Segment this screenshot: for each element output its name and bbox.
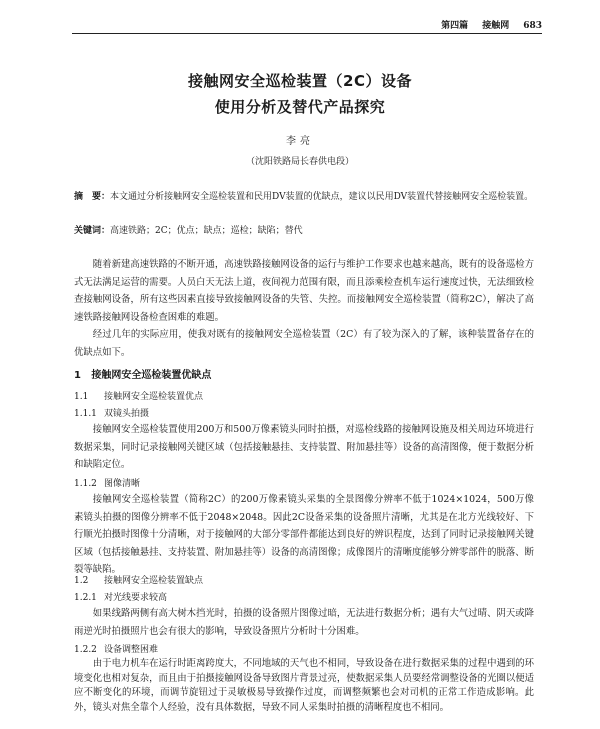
- section-1-2-2-heading: [74, 642, 158, 655]
- section-title: 设备调整困难: [104, 645, 159, 655]
- paper-title-line2: 使用分析及替代产品探究: [214, 98, 386, 116]
- header-section: 第四篇: [441, 21, 469, 31]
- header-page-number: 683: [523, 21, 542, 31]
- section-title: 接触网安全巡检装置优点: [104, 392, 204, 402]
- section-1-1-1-heading: [74, 406, 149, 419]
- paragraph-1-2-2: 由于电力机车在运行时距离跨度大，不同地域的天气也不相同，导致设备在进行数据采集的过程中遇到的环境变化也相对复杂，而且由于拍摄接触网设备导致图片背景过亮，使数据采集人员要经常调整设备的光圈以便适应不断变化的环境，而调节旋钮过于灵敏极易导致操作过度，而调整频繁也会对司机的正常工作造成影响。此外，镜头对焦全靠个人经验，没有具体数据，导致不同人采集时拍摄的清晰程度也不相同。: [74, 658, 534, 713]
- keywords-label: 关键词：: [74, 226, 111, 236]
- section-number: 1.2.1: [74, 593, 97, 603]
- intro-paragraph-2: 经过几年的实际应用，使我对既有的接触网安全巡检装置（2C）有了较为深入的了解，该种装置备存在的优缺点如下。: [74, 329, 534, 358]
- header-category: 接触网: [482, 21, 510, 31]
- section-title: 接触网安全巡检装置优缺点: [91, 370, 212, 381]
- keywords-text: 高速铁路；2C；优点；缺点；巡检；缺陷；替代: [110, 226, 303, 236]
- section-1-1-2-heading: [74, 476, 140, 489]
- running-header: [72, 16, 542, 34]
- abstract-label: 摘 要：: [74, 192, 111, 202]
- section-number: 1: [74, 370, 81, 381]
- section-title: 对光线要求较高: [104, 593, 168, 603]
- section-number: 1.2: [74, 576, 89, 586]
- section-number: 1.2.2: [74, 645, 97, 655]
- section-1-2-heading: [74, 573, 203, 586]
- keywords: [74, 224, 534, 239]
- paragraph-1-2-1: 如果线路两侧有高大树木挡光时，拍摄的设备照片图像过暗，无法进行数据分析；遇有大气过晴、阴天或降雨逆光时拍摄照片也会有很大的影响，导致设备照片分析时十分困难。: [74, 608, 534, 637]
- section-1-heading: [74, 366, 211, 381]
- section-number: 1.1.2: [74, 479, 97, 489]
- section-title: 双镜头拍摄: [104, 409, 150, 419]
- section-number: 1.1: [74, 392, 89, 402]
- paragraph-1-1-1: 接触网安全巡检装置使用200万和500万像素镜头同时拍摄，对巡检线路的接触网设施及相关周边环境进行数据采集，同时记录接触网关键区域（包括接触悬挂、支持装置、附加悬挂等）设备的高清图像，便于数据分析和缺陷定位。: [74, 424, 534, 470]
- paragraph-1-1-2: 接触网安全巡检装置（简称2C）的200万像素镜头采集的全景图像分辨率不低于1024×1024，500万像素镜头拍摄的图像分辨率不低于2048×2048。因此2C设备采集的设备照片清晰，尤其是在北方光线较好、下行顺光拍摄时图像十分清晰，对于接触网的大部分零部件都能达到良好的辨识程度，达到了同时记录接触网关键区域（包括接触悬挂、支持装置、附加悬挂等）设备的高清图像；成像图片的清晰度能够分辨零部件的脱落、断裂等缺陷。: [74, 494, 534, 575]
- section-1-1-heading: [74, 389, 203, 402]
- section-title: 图像清晰: [104, 479, 141, 489]
- section-number: 1.1.1: [74, 409, 97, 419]
- author: 李亮: [286, 136, 314, 147]
- intro-paragraph-1: 随着新建高速铁路的不断开通，高速铁路接触网设备的运行与维护工作要求也越来越高，既有的设备巡检方式无法满足运营的需要。人员白天无法上道，夜间视力范围有限，而且添乘检查机车运行速度过快，无法细致检查接触网设备，所有这些因素直接导致接触网设备的失管、失控。而接触网安全巡检装置（简称2C），解决了高速铁路接触网设备检查困难的难题。: [74, 259, 534, 323]
- affiliation: （沈阳铁路局长春供电段）: [245, 157, 354, 167]
- abstract: [74, 190, 534, 205]
- paper-title-line1: 接触网安全巡检装置（2C）设备: [188, 72, 412, 90]
- section-1-2-1-heading: [74, 590, 167, 603]
- abstract-text: 本文通过分析接触网安全巡检装置和民用DV装置的优缺点，建议以民用DV装置代替接触网安全巡检装置。: [110, 192, 534, 202]
- section-title: 接触网安全巡检装置缺点: [104, 576, 204, 586]
